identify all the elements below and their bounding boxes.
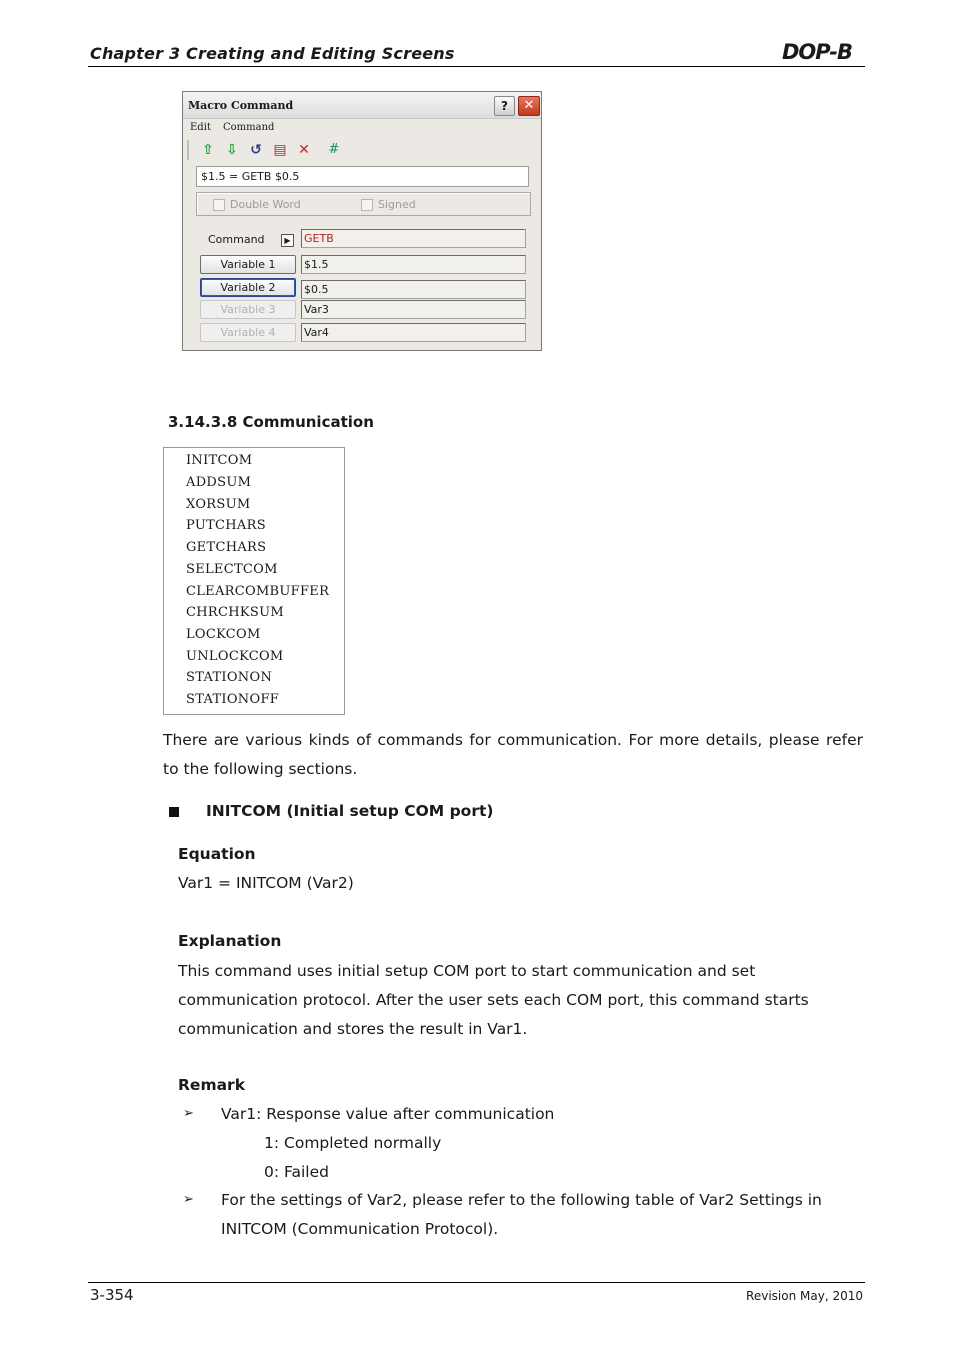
explanation-heading: Explanation bbox=[178, 932, 282, 950]
variable-2-button[interactable]: Variable 2 bbox=[200, 278, 296, 297]
remark-1-option-1: 1: Completed normally bbox=[264, 1134, 442, 1152]
list-item: STATIONOFF bbox=[186, 692, 280, 707]
variable-4-field: Var4 bbox=[301, 323, 526, 342]
initcom-title: INITCOM (Initial setup COM port) bbox=[206, 802, 494, 820]
header-divider bbox=[88, 66, 865, 67]
section-heading: 3.14.3.8 Communication bbox=[168, 413, 374, 431]
remark-2-text: For the settings of Var2, please refer to the following table of Var2 Settings in INITCOM (Communication Protocol). bbox=[221, 1191, 822, 1238]
close-button[interactable]: ✕ bbox=[518, 96, 540, 116]
remark-heading: Remark bbox=[178, 1076, 246, 1094]
equation-text: Var1 = INITCOM (Var2) bbox=[178, 874, 354, 892]
variable-3-button: Variable 3 bbox=[200, 300, 296, 319]
macro-command-dialog bbox=[182, 91, 542, 351]
undo-icon[interactable]: ↺ bbox=[250, 142, 262, 158]
move-up-icon[interactable]: ⇧ bbox=[202, 142, 214, 158]
revision-date: Revision May, 2010 bbox=[746, 1289, 863, 1303]
double-word-label: Double Word bbox=[230, 198, 301, 211]
square-bullet-icon bbox=[169, 807, 179, 817]
signed-checkbox[interactable] bbox=[361, 199, 373, 211]
equation-field[interactable]: $1.5 = GETB $0.5 bbox=[196, 166, 529, 187]
double-word-checkbox[interactable] bbox=[213, 199, 225, 211]
variable-2-field[interactable]: $0.5 bbox=[301, 280, 526, 299]
menu-command[interactable]: Command bbox=[223, 122, 275, 133]
explanation-text: This command uses initial setup COM port to start communication and set communication protocol. After the user sets each COM port, this command starts communication and stores the result in Var1. bbox=[178, 962, 809, 1038]
help-button[interactable]: ? bbox=[494, 96, 515, 116]
chapter-title: Chapter 3 Creating and Editing Screens bbox=[90, 44, 455, 63]
remark-1-option-0: 0: Failed bbox=[264, 1163, 329, 1181]
intro-paragraph: There are various kinds of commands for communication. For more details, please refer to the following sections. bbox=[163, 731, 863, 778]
arrow-bullet-icon: ➢ bbox=[183, 1192, 194, 1207]
footer-divider bbox=[88, 1282, 865, 1283]
save-icon[interactable]: ▤ bbox=[273, 142, 287, 158]
variable-3-field: Var3 bbox=[301, 300, 526, 319]
command-dropdown-icon[interactable]: ▶ bbox=[281, 234, 294, 247]
variable-1-field[interactable]: $1.5 bbox=[301, 255, 526, 274]
list-item: PUTCHARS bbox=[186, 518, 266, 533]
list-item: INITCOM bbox=[186, 453, 253, 468]
list-item: CHRCHKSUM bbox=[186, 605, 284, 620]
list-item: SELECTCOM bbox=[186, 562, 278, 577]
dialog-menubar bbox=[185, 120, 539, 137]
variable-1-button[interactable]: Variable 1 bbox=[200, 255, 296, 274]
page-number: 3-354 bbox=[90, 1286, 134, 1304]
list-item: GETCHARS bbox=[186, 540, 267, 555]
options-group bbox=[196, 192, 531, 216]
list-item: ADDSUM bbox=[186, 475, 252, 490]
signed-label: Signed bbox=[378, 198, 416, 211]
brand-logo: DOP-B bbox=[782, 40, 853, 64]
menu-edit[interactable]: Edit bbox=[190, 122, 211, 133]
remark-1-text: Var1: Response value after communication bbox=[221, 1105, 555, 1123]
list-item: STATIONON bbox=[186, 670, 273, 685]
delete-icon[interactable]: ✕ bbox=[298, 142, 310, 158]
move-down-icon[interactable]: ⇩ bbox=[226, 142, 238, 158]
variable-4-button: Variable 4 bbox=[200, 323, 296, 342]
arrow-bullet-icon: ➢ bbox=[183, 1106, 194, 1121]
dialog-titlebar bbox=[183, 92, 541, 119]
list-item: LOCKCOM bbox=[186, 627, 261, 642]
hash-icon[interactable]: # bbox=[328, 142, 340, 157]
dialog-toolbar bbox=[187, 140, 539, 160]
list-item: CLEARCOMBUFFER bbox=[186, 584, 330, 599]
list-item: XORSUM bbox=[186, 497, 251, 512]
list-item: UNLOCKCOM bbox=[186, 649, 284, 664]
command-field[interactable]: GETB bbox=[301, 229, 526, 248]
communication-command-list bbox=[163, 447, 345, 715]
command-label: Command bbox=[208, 233, 265, 246]
equation-heading: Equation bbox=[178, 845, 256, 863]
dialog-title: Macro Command bbox=[188, 99, 294, 112]
